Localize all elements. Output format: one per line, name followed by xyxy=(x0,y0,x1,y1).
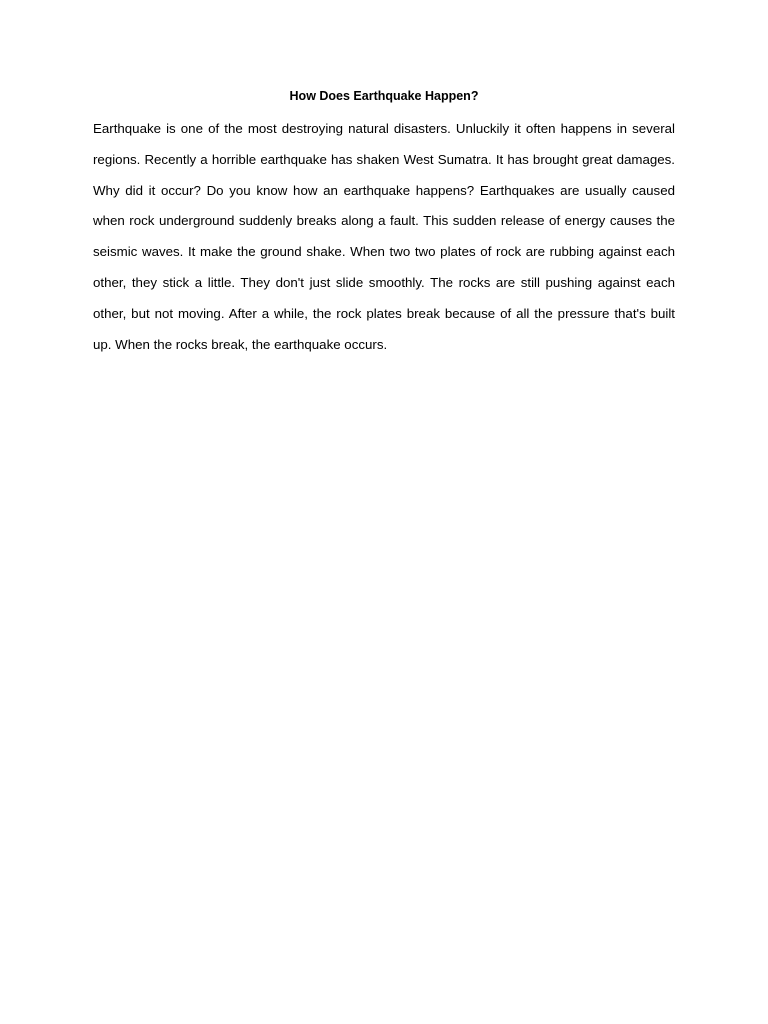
body-paragraph: Earthquake is one of the most destroying natural disasters. Unluckily it often happens in several regions. Recently a horrible earthquake has shaken West Sumatra. It has brought great damages. Why did it occur? Do you know how an earthquake happens? Earthquakes are usually caused when rock underground suddenly breaks along a fault. This sudden release of energy causes the seismic waves. It make the ground shake. When two two plates of rock are rubbing against each other, they stick a little. They don't just slide smoothly. The rocks are still pushing against each other, but not moving. After a while, the rock plates break because of all the pressure that's built up. When the rocks break, the earthquake occurs. xyxy=(93,121,675,352)
document-title: How Does Earthquake Happen? xyxy=(289,89,479,103)
